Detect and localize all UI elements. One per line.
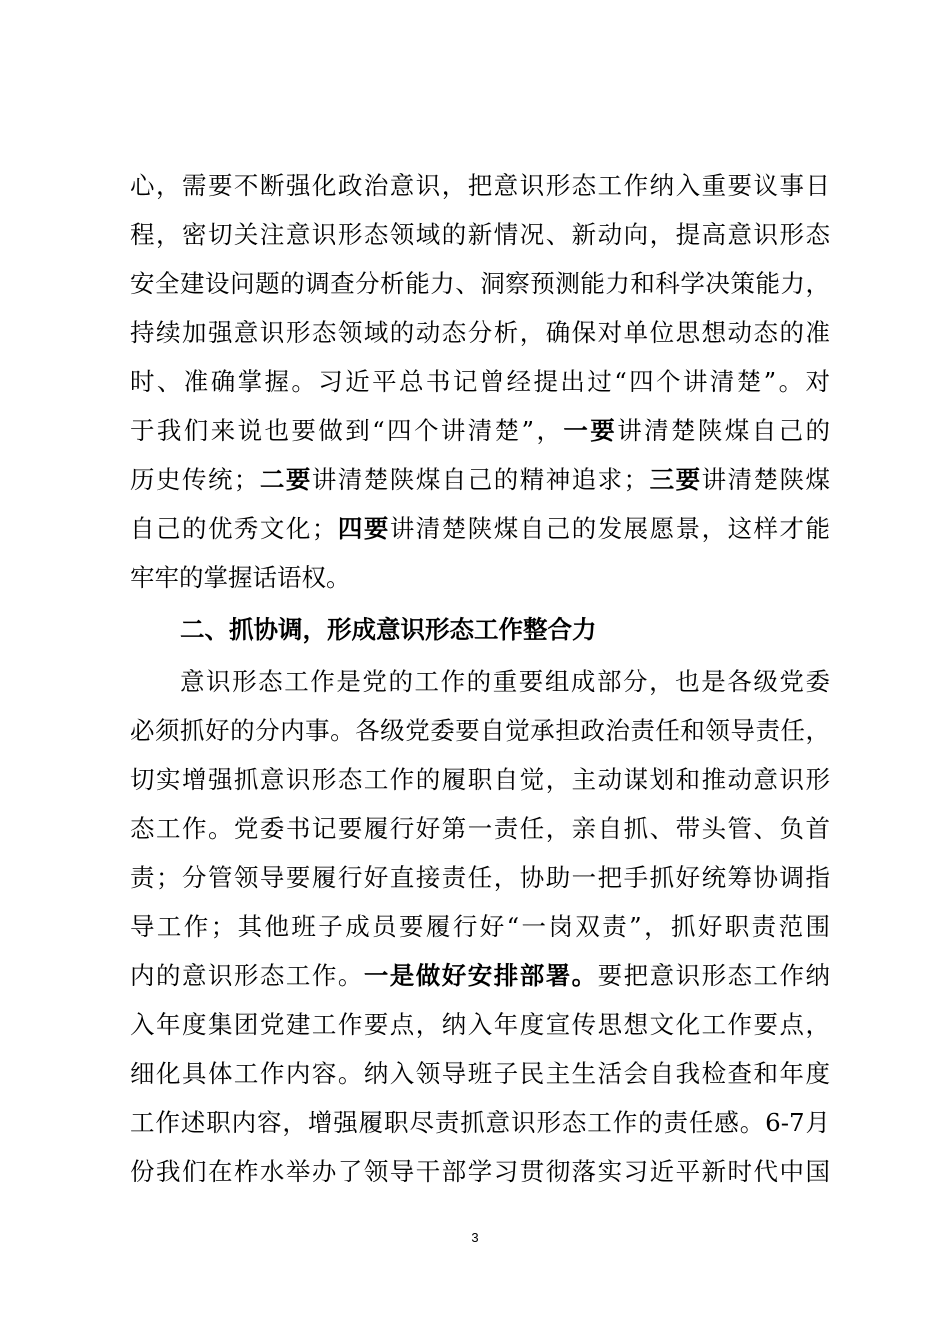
- paragraph-line: 细化具体工作内容。纳入领导班子民主生活会自我检查和年度: [130, 1059, 830, 1088]
- page-number: 3: [471, 1230, 479, 1245]
- text-run: 要把意识形态工作纳: [597, 961, 831, 990]
- text-run: 讲清楚陕煤: [701, 465, 831, 494]
- paragraph-line: 牢牢的掌握话语权。: [130, 563, 351, 592]
- paragraph-line: 心，需要不断强化政治意识，把意识形态工作纳入重要议事日: [130, 171, 830, 200]
- paragraph-line: 份我们在柞水举办了领导干部学习贯彻落实习近平新时代中国: [130, 1157, 830, 1186]
- text-run: 内的意识形态工作。: [130, 961, 364, 990]
- text-run: 讲清楚陕煤自己的: [617, 416, 830, 445]
- paragraph-line: 程，密切关注意识形态领域的新情况、新动向，提高意识形态: [130, 220, 830, 249]
- paragraph-line: 持续加强意识形态领域的动态分析，确保对单位思想动态的准: [130, 318, 830, 347]
- paragraph-line: [130, 960, 830, 992]
- paragraph-line: 入年度集团党建工作要点，纳入年度宣传思想文化工作要点，: [130, 1010, 830, 1039]
- paragraph-line: [130, 415, 830, 447]
- emphasis-text: 一是做好安排部署。: [363, 961, 598, 990]
- text-run: 讲清楚陕煤自己的发展愿景，这样才能: [389, 514, 831, 543]
- paragraph-line: 安全建设问题的调查分析能力、洞察预测能力和科学决策能力，: [130, 269, 830, 298]
- emphasis-text: 一要: [563, 416, 618, 445]
- paragraph-line: [130, 464, 830, 496]
- text-run: 历史传统；: [130, 465, 259, 494]
- text-run: 于我们来说也要做到“四个讲清楚”，: [130, 416, 564, 445]
- paragraph-line: 工作述职内容，增强履职尽责抓意识形态工作的责任感。6-7月: [130, 1108, 830, 1137]
- text-run: 讲清楚陕煤自己的精神追求；: [311, 465, 649, 494]
- paragraph-line: 责；分管领导要履行好直接责任，协助一把手抓好统筹协调指: [130, 863, 830, 892]
- text-run: 自己的优秀文化；: [130, 514, 337, 543]
- paragraph-line: 切实增强抓意识形态工作的履职自觉，主动谋划和推动意识形: [130, 765, 830, 794]
- paragraph-line: 时、准确掌握。习近平总书记曾经提出过“四个讲清楚”。对: [130, 367, 830, 396]
- section-heading: 二、抓协调，形成意识形态工作整合力: [180, 615, 597, 644]
- paragraph-line: [130, 513, 830, 545]
- paragraph-line: 意识形态工作是党的工作的重要组成部分，也是各级党委: [180, 667, 830, 696]
- paragraph-line: 导工作；其他班子成员要履行好“一岗双责”，抓好职责范围: [130, 912, 830, 941]
- paragraph-line: 必须抓好的分内事。各级党委要自觉承担政治责任和领导责任，: [130, 716, 830, 745]
- emphasis-text: 三要: [648, 465, 702, 494]
- emphasis-text: 二要: [258, 465, 312, 494]
- emphasis-text: 四要: [336, 514, 390, 543]
- paragraph-line: 态工作。党委书记要履行好第一责任，亲自抓、带头管、负首: [130, 814, 830, 843]
